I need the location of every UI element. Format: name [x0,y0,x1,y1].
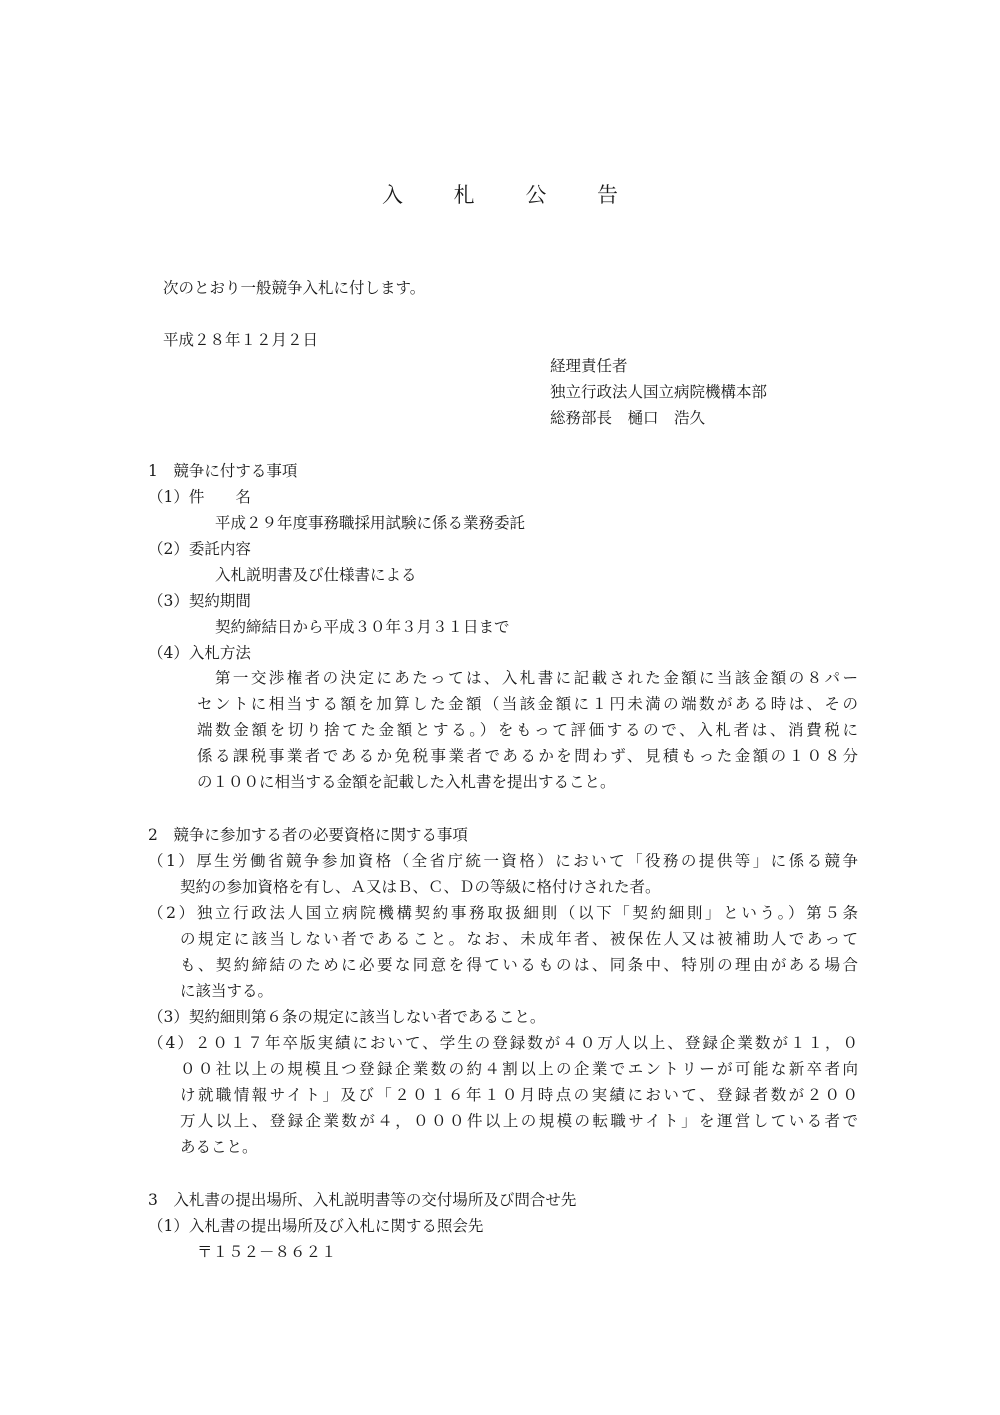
item-value: 契約締結日から平成３０年３月３１日まで [215,618,510,636]
paragraph-line: （3）契約細則第６条の規定に該当しない者であること。 [148,1008,546,1026]
section-heading: 1 競争に付する事項 [148,462,298,480]
item-label: （4）入札方法 [148,644,251,662]
section-heading: 2 競争に参加する者の必要資格に関する事項 [148,826,468,844]
paragraph-line: の規定に該当しない者であること。なお、未成年者、被保佐人又は被補助人であって [180,930,858,948]
paragraph-line: （1）厚生労働省競争参加資格（全省庁統一資格）において「役務の提供等」に係る競争 [148,852,858,870]
paragraph-line: け就職情報サイト」及び「２０１６年１０月時点の実績において、登録者数が２００ [180,1086,858,1104]
paragraph-line: 万人以上、登録企業数が４，０００件以上の規模の転職サイト」を運営している者で [180,1112,858,1130]
item-label: （1）入札書の提出場所及び入札に関する照会先 [148,1217,484,1235]
page-title: 入 札 公 告 [381,183,641,207]
signatory-title: 経理責任者 [550,357,628,375]
paragraph-line: あること。 [180,1138,258,1156]
paragraph-line: 係る課税事業者であるか免税事業者であるかを問わず、見積もった金額の１０８分 [197,747,858,765]
postal-code: 〒１５２－８６２１ [197,1243,337,1261]
paragraph-line: （4）２０１７年卒版実績において、学生の登録数が４０万人以上、登録企業数が１１，０ [148,1034,858,1052]
item-label: （3）契約期間 [148,592,251,610]
section-heading: 3 入札書の提出場所、入札説明書等の交付場所及び問合せ先 [148,1191,577,1209]
paragraph-line: 契約の参加資格を有し、Ａ又はＢ、Ｃ、Ｄの等級に格付けされた者。 [180,878,661,896]
notice-date: 平成２８年１２月２日 [163,331,319,349]
signatory-name: 総務部長 樋口 浩久 [550,409,706,427]
item-value: 入札説明書及び仕様書による [215,566,417,584]
item-value: 平成２９年度事務職採用試験に係る業務委託 [215,514,526,532]
paragraph-line: に該当する。 [180,982,274,1000]
paragraph-line: 端数金額を切り捨てた金額とする。）をもって評価するので、入札者は、消費税に [197,721,858,739]
signatory-organization: 独立行政法人国立病院機構本部 [550,383,768,401]
paragraph-line: （2）独立行政法人国立病院機構契約事務取扱細則（以下「契約細則」という。）第５条 [148,904,858,922]
paragraph-line: ００社以上の規模且つ登録企業数の約４割以上の企業でエントリーが可能な新卒者向 [180,1060,858,1078]
intro-text: 次のとおり一般競争入札に付します。 [163,279,426,297]
paragraph-line: セントに相当する額を加算した金額（当該金額に１円未満の端数がある時は、その [197,695,858,713]
paragraph-line: も、契約締結のために必要な同意を得ているものは、同条中、特別の理由がある場合 [180,956,858,974]
item-label: （1）件 名 [148,488,251,506]
item-label: （2）委託内容 [148,540,251,558]
paragraph-line: 第一交渉権者の決定にあたっては、入札書に記載された金額に当該金額の８パー [215,669,858,687]
paragraph-line: の１００に相当する金額を記載した入札書を提出すること。 [197,773,616,791]
